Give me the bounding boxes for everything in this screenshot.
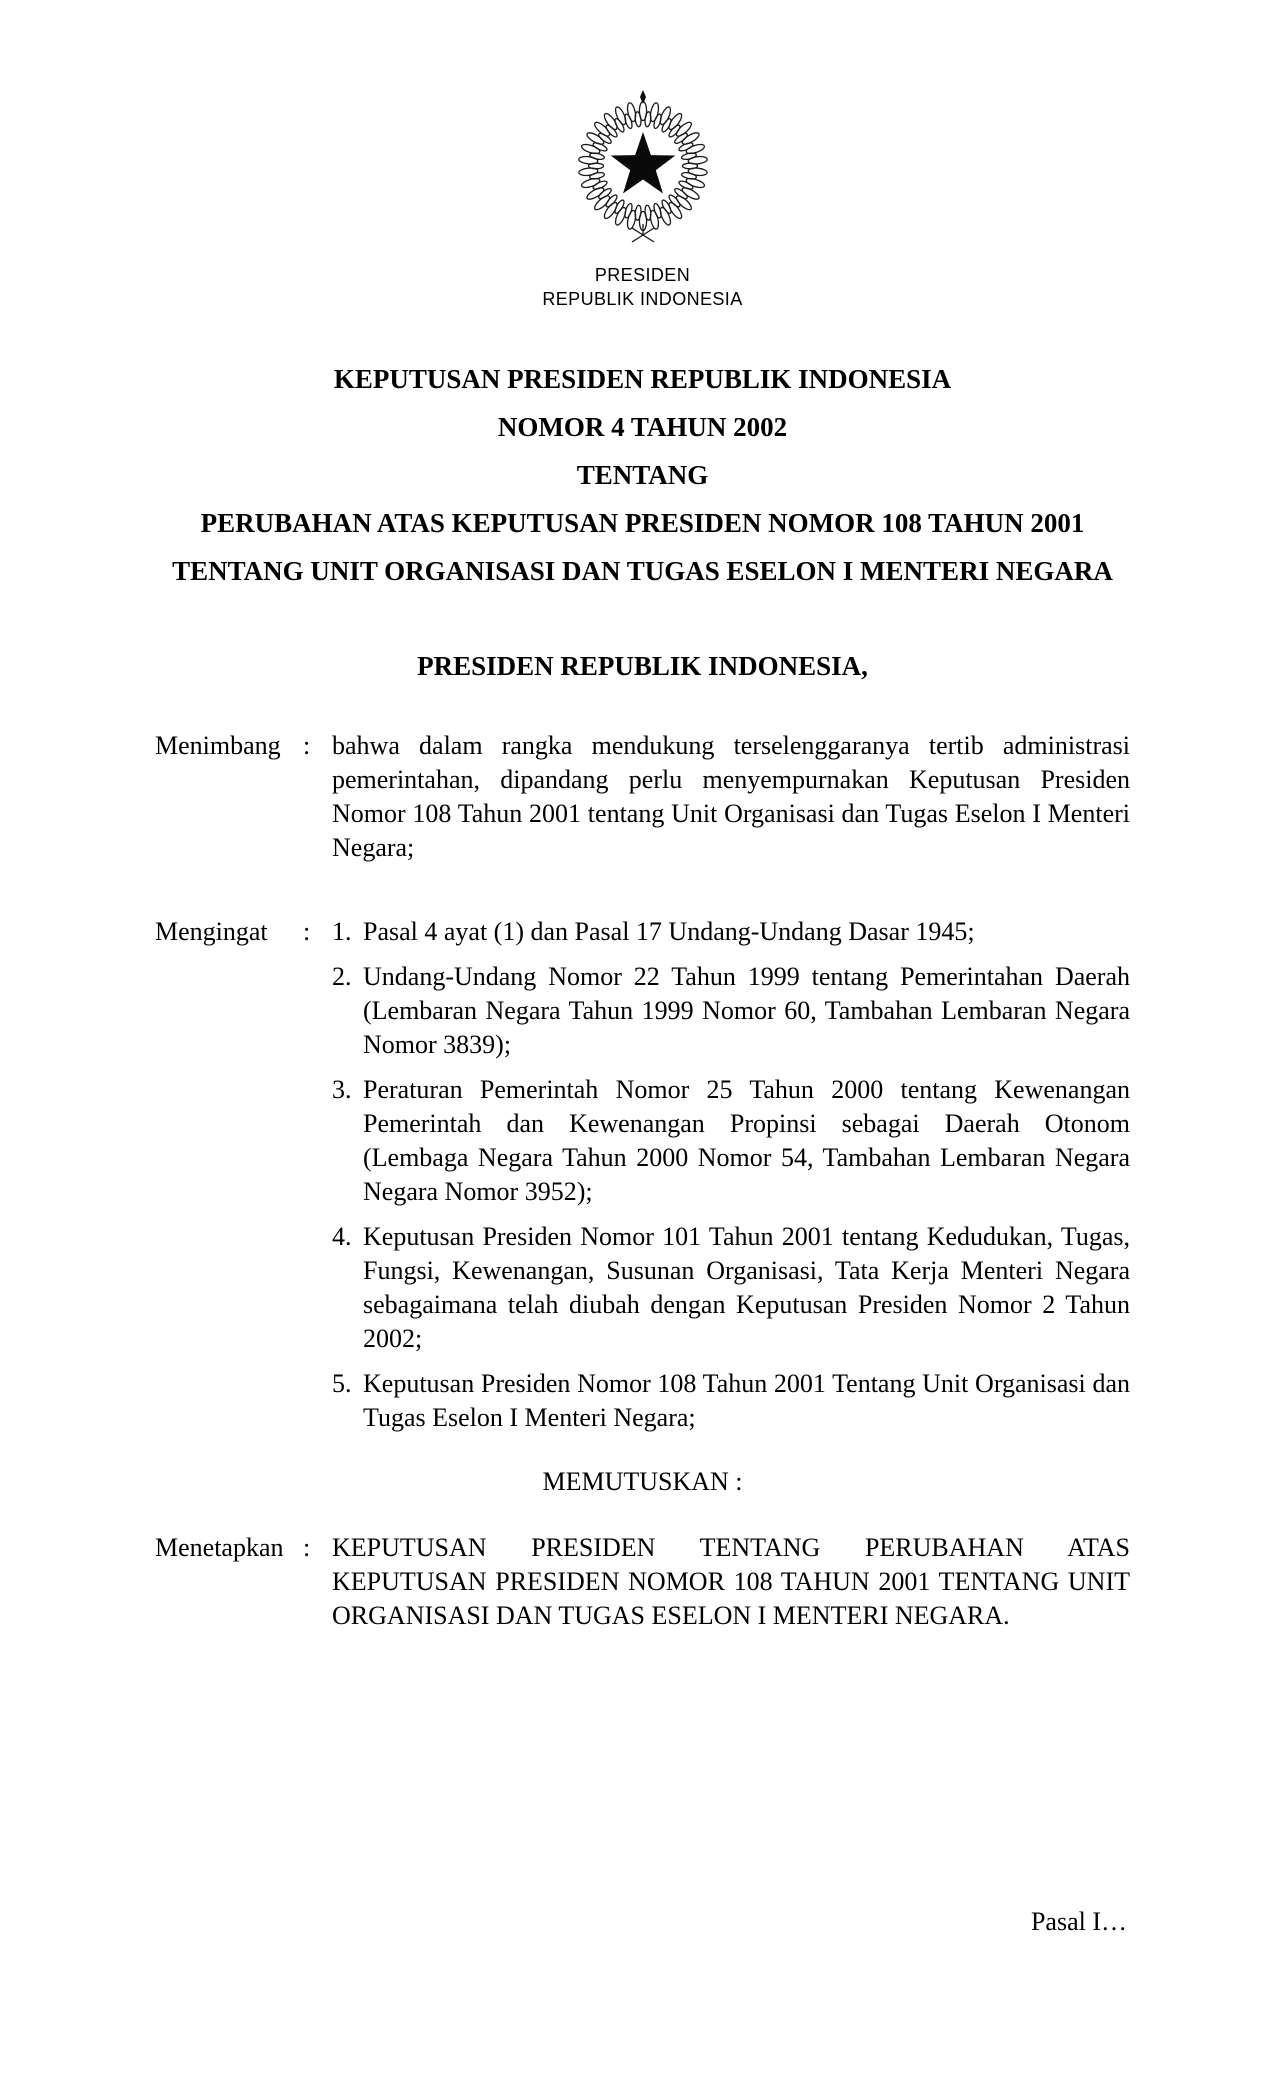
legal-item-number: 2. bbox=[332, 962, 352, 991]
legal-basis-list bbox=[332, 915, 1130, 1435]
mengingat-colon: : bbox=[303, 917, 311, 946]
title-line-subject-2: TENTANG UNIT ORGANISASI DAN TUGAS ESELON I MENTERI NEGARA bbox=[172, 556, 1113, 586]
title-line-number: NOMOR 4 TAHUN 2002 bbox=[497, 412, 788, 442]
document-title-block bbox=[155, 355, 1130, 595]
org-name-line2: REPUBLIK INDONESIA bbox=[542, 289, 743, 309]
legal-item-text: Undang-Undang Nomor 22 Tahun 1999 tentang Pemerintahan Daerah (Lembaran Negara Tahun 1999 Nomor 60, Tambahan Lembaran Negara Nomor 3839); bbox=[363, 962, 1130, 1059]
legal-item-text: Keputusan Presiden Nomor 101 Tahun 2001 tentang Kedudukan, Tugas, Fungsi, Kewenangan, Susunan Organisasi, Tata Kerja Menteri Negara sebagaimana telah diubah dengan Keputusan Presiden Nomor 2 Tahun 2002; bbox=[363, 1222, 1130, 1353]
title-line-tentang: TENTANG bbox=[576, 460, 709, 490]
mengingat-section bbox=[155, 915, 1130, 1435]
mengingat-label: Mengingat bbox=[155, 917, 268, 946]
legal-item-number: 1. bbox=[332, 917, 352, 946]
mengingat-label-column bbox=[155, 915, 332, 1435]
menimbang-section bbox=[155, 729, 1130, 865]
legal-item-text: Keputusan Presiden Nomor 108 Tahun 2001 Tentang Unit Organisasi dan Tugas Eselon I Menteri Negara; bbox=[363, 1369, 1130, 1432]
menetapkan-section bbox=[155, 1531, 1130, 1633]
legal-item-number: 3. bbox=[332, 1075, 352, 1104]
menimbang-label-column bbox=[155, 729, 332, 865]
legal-item-number: 4. bbox=[332, 1222, 352, 1251]
menetapkan-colon: : bbox=[303, 1533, 311, 1562]
title-line-decree: KEPUTUSAN PRESIDEN REPUBLIK INDONESIA bbox=[333, 364, 952, 394]
title-line-subject-1: PERUBAHAN ATAS KEPUTUSAN PRESIDEN NOMOR 108 TAHUN 2001 bbox=[200, 508, 1085, 538]
legal-item-text: Pasal 4 ayat (1) dan Pasal 17 Undang-Undang Dasar 1945; bbox=[363, 917, 975, 946]
legal-basis-item bbox=[332, 915, 1130, 949]
legal-basis-item bbox=[332, 1220, 1130, 1356]
menetapkan-label: Menetapkan bbox=[155, 1533, 284, 1562]
legal-basis-item bbox=[332, 1073, 1130, 1209]
menetapkan-label-column bbox=[155, 1531, 332, 1633]
star-icon bbox=[610, 132, 675, 194]
page-continuation-note: Pasal I… bbox=[1030, 1907, 1127, 1936]
legal-item-text: Peraturan Pemerintah Nomor 25 Tahun 2000 tentang Kewenangan Pemerintah dan Kewenangan Propinsi sebagai Daerah Otonom (Lembaga Negara Tahun 2000 Nomor 54, Tambahan Lembaran Negara Negara Nomor 3952); bbox=[363, 1075, 1130, 1206]
salutation-line: PRESIDEN REPUBLIK INDONESIA, bbox=[417, 651, 868, 681]
menetapkan-text: KEPUTUSAN PRESIDEN TENTANG PERUBAHAN ATAS KEPUTUSAN PRESIDEN NOMOR 108 TAHUN 2001 TENTANG UNIT ORGANISASI DAN TUGAS ESELON I MENTERI NEGARA. bbox=[332, 1533, 1130, 1630]
org-name-line1: PRESIDEN bbox=[594, 265, 691, 285]
menimbang-text: bahwa dalam rangka mendukung terselenggaranya tertib administrasi pemerintahan, dipandang perlu menyempurnakan Keputusan Presiden Nomor 108 Tahun 2001 tentang Unit Organisasi dan Tugas Eselon I Menteri Negara; bbox=[332, 731, 1130, 862]
menimbang-colon: : bbox=[303, 731, 311, 760]
menimbang-label: Menimbang bbox=[155, 731, 281, 760]
legal-basis-item bbox=[332, 1367, 1130, 1435]
presidential-seal-icon bbox=[567, 88, 719, 250]
org-name-block bbox=[155, 263, 1130, 311]
legal-basis-item bbox=[332, 960, 1130, 1062]
memutuskan-heading: MEMUTUSKAN : bbox=[542, 1467, 743, 1496]
legal-item-number: 5. bbox=[332, 1369, 352, 1398]
ribbon-icon bbox=[632, 224, 654, 242]
top-ornament-icon bbox=[640, 90, 646, 104]
document-header bbox=[155, 88, 1130, 311]
